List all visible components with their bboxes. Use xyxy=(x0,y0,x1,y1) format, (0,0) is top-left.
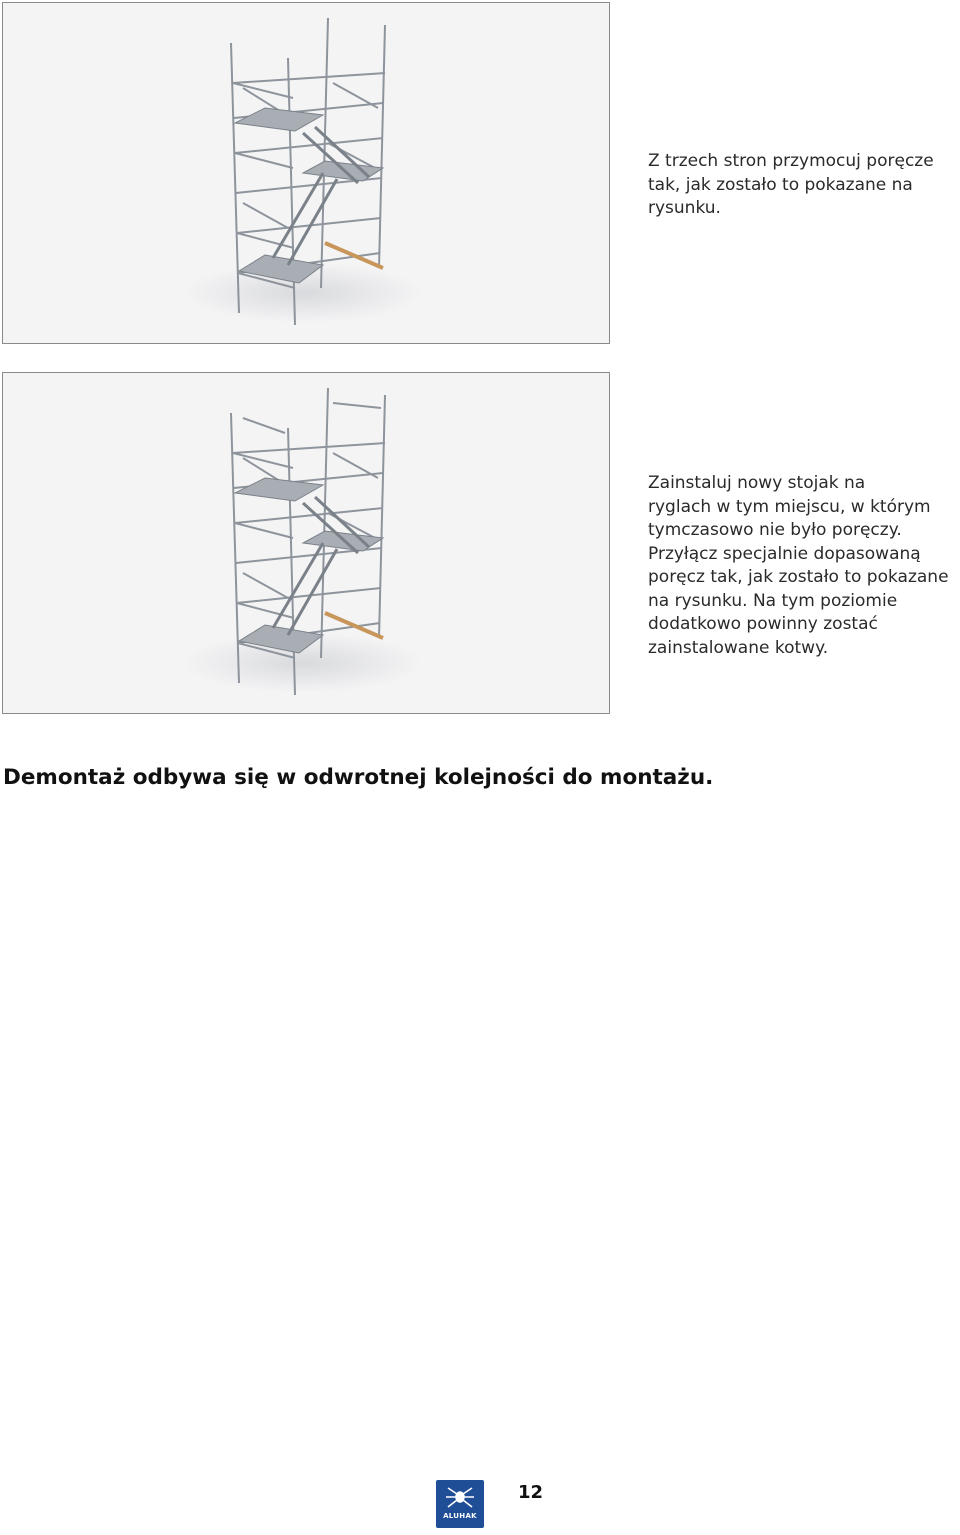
scaffold-illustration-2 xyxy=(2,372,610,714)
scaffold-drawing xyxy=(3,3,610,344)
scaffold-drawing xyxy=(3,373,610,714)
page-number: 12 xyxy=(518,1482,544,1503)
logo-text: ALUHAK xyxy=(443,1512,477,1520)
spider-icon xyxy=(436,1480,484,1528)
step-text-2: Zainstaluj nowy stojak na ryglach w tym miejscu, w którym tymczasowo nie było poręczy. Przyłącz specjalnie dopasowaną poręcz tak, jak zostało to pokazane na rysunku. Na tym poziomie dodatkowo powinny zostać zainstalowane kotwy. xyxy=(648,473,949,658)
step-text-1: Z trzech stron przymocuj poręcze tak, jak zostało to pokazane na rysunku. xyxy=(648,151,934,218)
disassembly-note: Demontaż odbywa się w odwrotnej kolejności do montażu. xyxy=(3,765,714,790)
scaffold-illustration-1 xyxy=(2,2,610,344)
aluhak-logo xyxy=(436,1480,484,1528)
